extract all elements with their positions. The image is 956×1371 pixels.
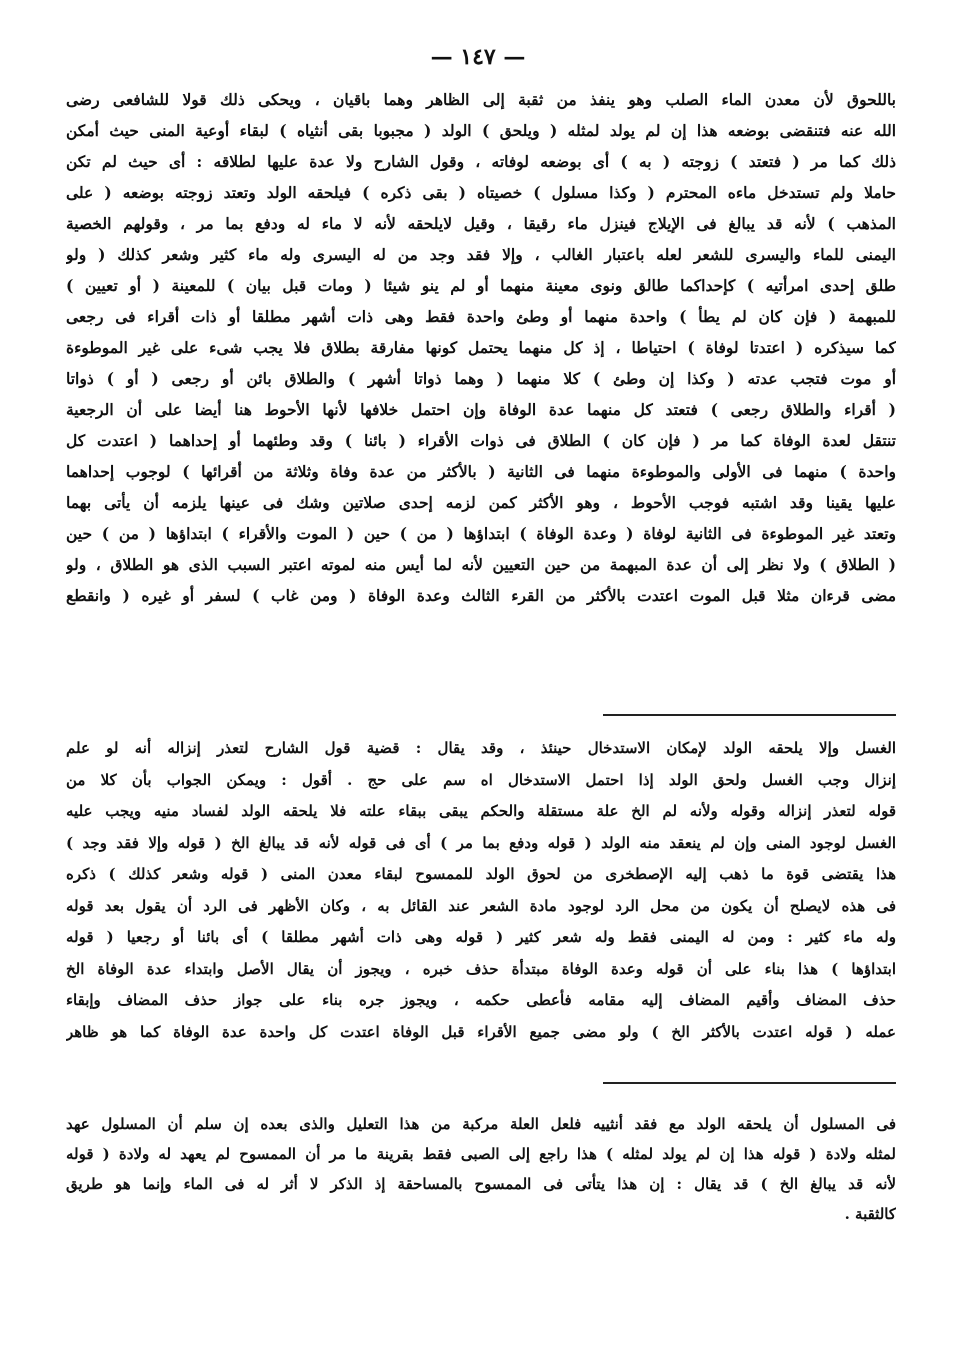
commentary-line: الغسل وإلا يلحقه الولد لإمكان الاستدخال حينئذ ، وقد يقال : قضية قول الشارح لتعذر إنزاله أنه لو علم bbox=[66, 739, 896, 757]
section-divider bbox=[603, 714, 896, 716]
footnote-line: فى المسلول أن يلحقه الولد مع فقد أنثييه فلعل العلة مركبة من هذا التعليل والذى بعده إن سلم أن المسلول عهد bbox=[66, 1115, 896, 1133]
main-text-line: مضى قرءان مثلا قبل الموت اعتدت بالأكثر من القرء الثالث وعدة الوفاة ( ومن غاب ) لسفر أو غيره ( وانقطع bbox=[66, 586, 896, 605]
commentary-line: فى هذه لايصلح أن يكون من محل الرد لوجود مادة الشعر عند القائل به ، وكان الأظهر فى الرد أن يقول بعد قوله bbox=[66, 896, 896, 915]
commentary-line: وله ماء كثير : ومن له اليمنى فقط وله شعر كثير ( قوله وهى ذات أشهر مطلقا ) أى بائنا أو رجعيا ( قوله bbox=[66, 928, 896, 946]
main-text-line: باللحوق لأن معدن الماء الصلب وهو ينفذ من ثقبة إلى الظاهر وهما باقيان ، ويحكى ذلك قولا للشافعى رضى bbox=[66, 90, 896, 109]
main-text-line: حاملا ولم تستدخل ماءه المحترم ( وكذا مسلول ) خصيتاه ( بقى ذكره ) فيلحقه الولد وتعتد زوجته بوضعه ( على bbox=[66, 183, 896, 202]
footnote-block bbox=[66, 1109, 896, 1229]
main-text-line: تنتقل لعدة الوفاة كما مر ( فإن كان ) الطلاق فى ذوات الأقراء ( بائنا ) وقد وطئهما أو إحداهما ( اعتدت كل bbox=[66, 431, 896, 450]
commentary-line: إنزال وجب الغسل ولحق الولد إذا احتمل الاستدخال اه سم على حج . أقول : ويمكن الجواب بأن كلا من bbox=[66, 770, 896, 789]
main-text-line: كما سيذكره ( اعتدتا لوفاة ) احتياطا ، إذ كل منهما يحتمل كونها مفارقة بطلاق فلا يجب شىء على غير الموطوءة bbox=[66, 338, 896, 357]
main-text-line: ذلك كما مر ( فتعتد ) زوجته ( به ) أى بوضعه لوفاته ، وقول الشارح ولا عدة عليها لطلاقه : أى حيث لم تكن bbox=[66, 152, 896, 171]
commentary-line: ابتداؤها ) هذا بناء على أن قوله وعدة الوفاة مبتدأة حذف خبره ، ويجوز أن يقال الأصل وابتداء عدة الوفاة الخ bbox=[66, 959, 896, 978]
footnote-divider bbox=[603, 1082, 896, 1084]
main-text-line: المذهب ) لأنه قد يبالغ فى الإيلاج فينزل ماء رقيقا ، وقيل لايلحقه لأنه لا ماء له ودفع بما مر ، وقولهم الخصية bbox=[66, 214, 896, 233]
commentary-line: هذا يقتضى قوة ما ذهب إليه الإصطخرى من لحوق الولد للممسوح لبقاء معدن المنى ( قوله وشعر كذلك ) ذكره bbox=[66, 865, 896, 883]
page-number: — ١٤٧ — bbox=[430, 44, 526, 70]
footnote-line: لمثله ولادة ( قوله هذا إن لم يولد لمثله ) هذا راجع إلى الصبى فقط بقرينة ما مر أن الممسوح لم يعهد له ولادة ( قوله bbox=[66, 1145, 896, 1163]
main-text-line: ( أقراء والطلاق رجعى ) فتعتد كل منهما عدة الوفاة وإن احتمل خلافها لأنها الأحوط هنا أيضا على أن الرجعية bbox=[66, 400, 896, 419]
commentary-block bbox=[66, 733, 896, 1048]
main-text-line: للمبهمة ( فإن كان لم يطأ ) واحدة منهما أو وطئ واحدة فقط وهى ذات أشهر مطلقا أو ذات أقراء فى رجعى bbox=[66, 307, 896, 326]
main-text-line: الله عنه فتنقضى بوضعه هذا إن لم يولد لمثله ( ويلحق ) الولد ( مجبوبا بقى أنثياه ) لبقاء أوعية المنى حيث أمكن bbox=[66, 121, 896, 140]
commentary-line: حذف المضاف وأقيم المضاف إليه مقامه فأعطى حكمه ، ويجوز جره بناء على جواز حذف المضاف وإبقاء bbox=[66, 991, 896, 1009]
commentary-line: الغسل لوجود المنى وإن لم ينعقد منه الولد ( قوله ودفع بما مر ) أى فى قوله لأنه قد يبالغ الخ ( قوله وإلا فقد وجد ) bbox=[66, 833, 896, 852]
commentary-line: قوله لتعذر إنزاله وقوله ولأنه لم الخ علة مستقلة والحكم يبقى ببقاء علته فلا يلحقه الولد لفساد منيه ويجب عليه bbox=[66, 802, 896, 820]
commentary-line: عمله ( قوله اعتدت بالأكثر الخ ) ولو مضى جميع الأقراء قبل الوفاة اعتدت كل واحدة عدة الوفاة كما هو ظاهر bbox=[66, 1022, 896, 1041]
main-text-line: اليمنى للماء واليسرى للشعر لعله باعتبار الغالب ، وإلا فقد وجد من له اليسرى وله ماء كثير وشعر كذلك ( ولو bbox=[66, 245, 896, 264]
main-text-block bbox=[66, 84, 896, 611]
main-text-line: واحدة ) منهما فى الأولى والموطوءة منهما فى الثانية ( بالأكثر من عدة وفاة وثلاثة من أقرائها ) لوجوب إحداهما bbox=[66, 462, 896, 481]
main-text-line: أو موت فتجب عدته ( وكذا إن وطئ ) كلا منهما ( وهما ذواتا أشهر ) والطلاق بائن أو رجعى ( أو ) ذواتا bbox=[66, 369, 896, 388]
footnote-line: لأنه قد يبالغ الخ ) قد يقال : إن هذا يتأتى فى الممسوح بالمساحقة إذ الذكر لا أثر له فى الماء وإنما هو طريق bbox=[66, 1175, 896, 1193]
main-text-line: وتعتد غير الموطوءة فى الثانية لوفاة ( وعدة الوفاة ) ابتداؤها ( من ) حين ( الموت والأقراء ) ابتداؤها ( من ) حين bbox=[66, 524, 896, 543]
main-text-line: عليها يقينا وقد اشتبه فوجب الأحوط ، وهو الأكثر كمن لزمه إحدى صلاتين وشك فى عينها يلزمه أن يأتى بهما bbox=[66, 493, 896, 512]
footnote-line: كالثقبة . bbox=[844, 1205, 896, 1223]
main-text-line: طلق إحدى امرأتيه ) كإحداكما طالق ونوى معينة منهما أو لم ينو شيئا ( ومات قبل بيان ) للمعينة ( أو تعيين ) bbox=[66, 276, 896, 295]
main-text-line: ( الطلاق ) ولا نظر إلى أن عدة المبهمة من حين التعيين لأنه لما أيس منه لموته اعتبر السبب الذى هو الطلاق ، ولو bbox=[66, 555, 896, 574]
